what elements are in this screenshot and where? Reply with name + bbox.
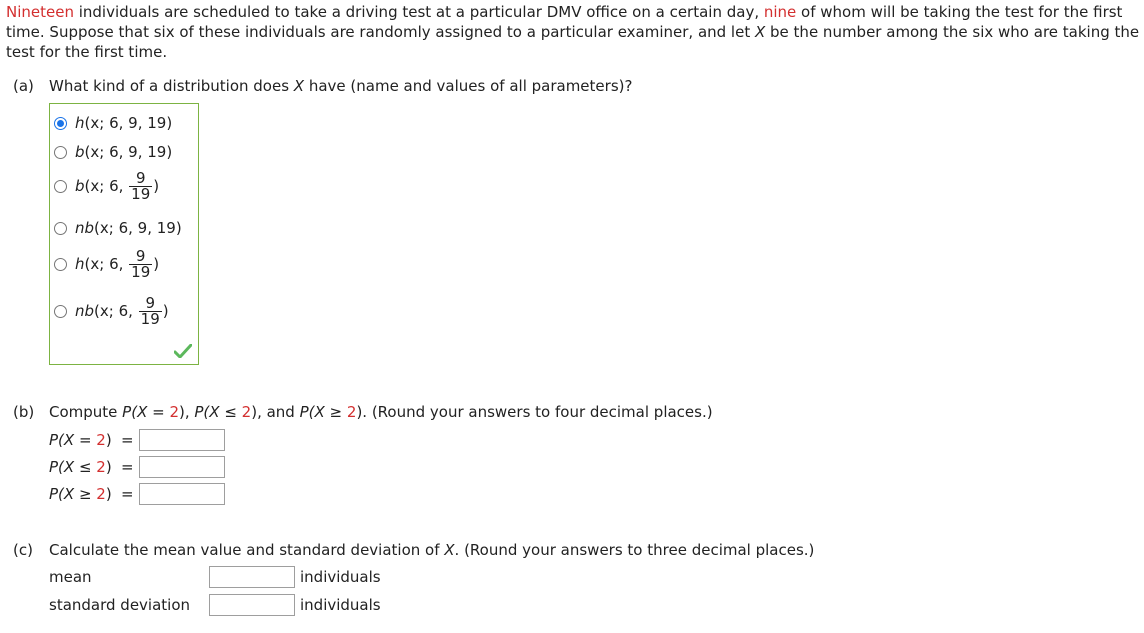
q-text: Compute (49, 403, 123, 421)
intro-text-3: be the number among the six who are taking the test for the first time. (6, 23, 1140, 61)
part-c-q1: Calculate the mean value and standard deviation of (49, 541, 445, 559)
fn-name: nb (75, 301, 95, 320)
equals-sign: = (121, 485, 134, 503)
choice-label (75, 219, 182, 237)
q-num: 2 (169, 403, 179, 421)
prob-ge-row (49, 483, 225, 505)
choice-label (75, 293, 169, 328)
args: (x; 6, 9, 19) (94, 219, 182, 237)
variable-x: X (293, 77, 305, 95)
prob-eq-row (49, 429, 225, 451)
choice-3[interactable] (54, 168, 160, 203)
choice-label (75, 168, 160, 203)
choice-1[interactable] (54, 113, 172, 133)
choice-label (75, 143, 172, 161)
close-paren: ) (105, 485, 112, 503)
mean-label: mean (49, 568, 92, 586)
numerator: 9 (135, 168, 146, 187)
expr: P(X ≥ (49, 485, 97, 503)
std-dev-row (49, 594, 381, 616)
std-dev-input[interactable] (209, 594, 295, 616)
numerator: 9 (145, 293, 155, 312)
choice-label (75, 114, 172, 132)
denominator: 19 (131, 262, 151, 281)
num: 2 (96, 485, 106, 503)
equals-sign: = (121, 431, 134, 449)
q-text: ). (Round your answers to four decimal places.) (356, 403, 713, 421)
close-paren: ) (153, 176, 160, 195)
part-c-question (49, 541, 814, 559)
variable-x: X (754, 23, 766, 41)
prob-le-label (49, 458, 121, 476)
choice-label (75, 246, 160, 281)
args: (x; 6, 9, 19) (84, 114, 173, 132)
radio-button[interactable] (54, 305, 67, 318)
args: (x; 6, (84, 176, 129, 195)
q-text: ), and (251, 403, 300, 421)
num: 2 (96, 431, 106, 449)
answer-choices (49, 103, 199, 365)
prob-eq-2-input[interactable] (139, 429, 225, 451)
fn-name: nb (75, 219, 95, 237)
intro-text-2: of whom will be taking the test for the first time. Suppose that six of these individuals are randomly assigned to a particular examiner, and let (6, 3, 1123, 41)
intro-text-1: individuals are scheduled to take a driving test at a particular DMV office on a certain day, (73, 3, 764, 21)
denominator: 19 (131, 184, 151, 203)
choice-2[interactable] (54, 142, 172, 162)
mean-row (49, 566, 381, 588)
radio-button[interactable] (54, 180, 67, 193)
radio-button-selected[interactable] (54, 117, 67, 130)
fraction (129, 168, 152, 203)
part-a-question (49, 77, 632, 95)
args: (x; 6, 9, 19) (84, 143, 173, 161)
std-dev-unit: individuals (300, 596, 381, 614)
number-nineteen: Nineteen (6, 3, 74, 21)
fn-name: h (75, 114, 85, 132)
q-expr: P(X ≥ (299, 403, 347, 421)
mean-unit: individuals (300, 568, 381, 586)
part-a-label: (a) (13, 77, 34, 95)
prob-eq-label (49, 431, 121, 449)
part-c-label: (c) (13, 541, 33, 559)
radio-button[interactable] (54, 258, 67, 271)
q-expr: P(X ≤ (194, 403, 242, 421)
part-b-question (49, 403, 713, 421)
variable-x: X (444, 541, 455, 559)
fn-name: b (75, 143, 85, 161)
radio-button[interactable] (54, 222, 67, 235)
prob-ge-label (49, 485, 121, 503)
fraction (129, 246, 152, 281)
fn-name: b (75, 176, 85, 195)
choice-4[interactable] (54, 218, 182, 238)
mean-input[interactable] (209, 566, 295, 588)
close-paren: ) (153, 254, 160, 273)
denominator: 19 (140, 309, 160, 328)
fn-name: h (75, 254, 85, 273)
prob-le-row (49, 456, 225, 478)
close-paren: ) (105, 458, 112, 476)
choice-5[interactable] (54, 246, 160, 281)
args: (x; 6, (94, 301, 138, 320)
equals-sign: = (121, 458, 134, 476)
num: 2 (96, 458, 106, 476)
q-expr: P(X = (122, 403, 170, 421)
number-nine: nine (763, 3, 797, 21)
checkmark-icon (174, 344, 192, 358)
choice-6[interactable] (54, 293, 169, 328)
radio-button[interactable] (54, 146, 67, 159)
close-paren: ) (162, 301, 169, 320)
prob-le-2-input[interactable] (139, 456, 225, 478)
expr: P(X = (49, 431, 97, 449)
numerator: 9 (135, 246, 146, 265)
prob-ge-2-input[interactable] (139, 483, 225, 505)
part-c-q2: . (Round your answers to three decimal places.) (454, 541, 815, 559)
part-a-q2: have (name and values of all parameters)? (304, 77, 633, 95)
close-paren: ) (105, 431, 112, 449)
q-num: 2 (241, 403, 252, 421)
q-text: ), (179, 403, 195, 421)
part-b-label: (b) (13, 403, 35, 421)
q-num: 2 (346, 403, 357, 421)
std-dev-label: standard deviation (49, 596, 191, 614)
part-a-q1: What kind of a distribution does (49, 77, 294, 95)
problem-intro (6, 2, 1142, 62)
fraction (139, 293, 162, 328)
expr: P(X ≤ (49, 458, 97, 476)
args: (x; 6, (84, 254, 129, 273)
